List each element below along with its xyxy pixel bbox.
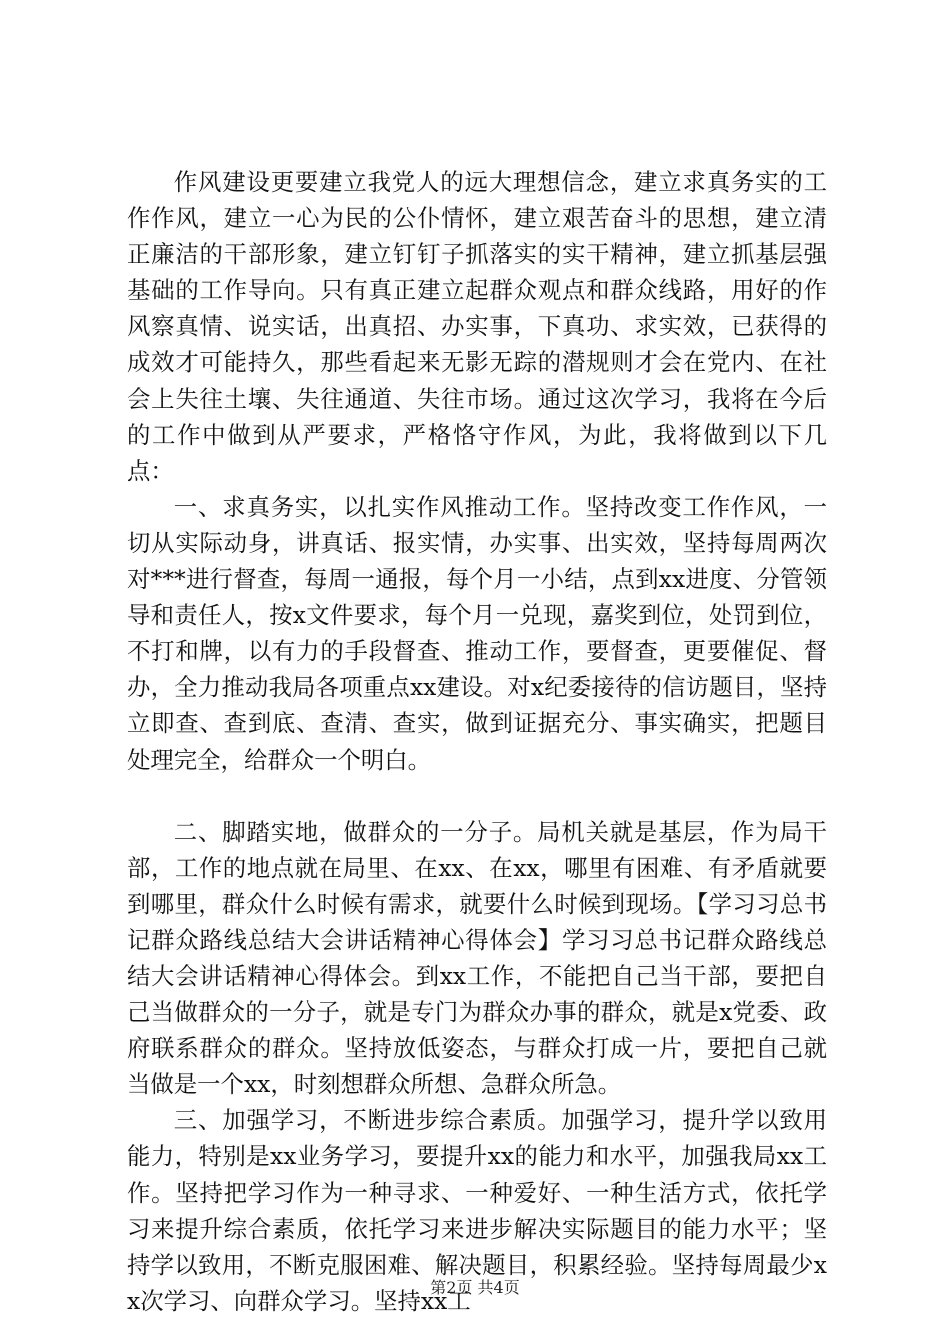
- paragraph-intro: 作风建设更要建立我党人的远大理想信念，建立求真务实的工作作风，建立一心为民的公仆情怀，建立艰苦奋斗的思想，建立清正廉洁的干部形象，建立钉钉子抓落实的实干精神，建立抓基层强基础的工作导向。只有真正建立起群众观点和群众线路，用好的作风察真情、说实话，出真招、办实事，下真功、求实效，已获得的成效才可能持久，那些看起来无影无踪的潜规则才会在党内、在社会上失往土壤、失往通道、失往市场。通过这次学习，我将在今后的工作中做到从严要求，严格恪守作风，为此，我将做到以下几点：: [127, 168, 827, 485]
- paragraph-point-one: 一、求真务实，以扎实作风推动工作。坚持改变工作作风，一切从实际动身，讲真话、报实情，办实事、出实效，坚持每周两次对***进行督查，每周一通报，每个月一小结，点到xx进度、分管领导和责任人，按x文件要求，每个月一兑现，嘉奖到位，处罚到位，不打和牌，以有力的手段督查、推动工作，要督查，更要催促、督办，全力推动我局各项重点xx建设。对x纪委接待的信访题目，坚持立即查、查到底、查清、查实，做到证据充分、事实确实，把题目处理完全，给群众一个明白。: [127, 492, 827, 774]
- document-body: [127, 164, 827, 1319]
- paragraph-point-three: 三、加强学习，不断进步综合素质。加强学习，提升学以致用能力，特别是xx业务学习，要提升xx的能力和水平，加强我局xx工作。坚持把学习作为一种寻求、一种爱好、一种生活方式，依托学习来提升综合素质，依托学习来进步解决实际题目的能力水平；坚持学以致用，不断克服困难、解决题目，积累经验。坚持每周最少xx次学习、向群众学习。坚持xx工: [127, 1106, 827, 1315]
- page-number-footer: 第2页 共4页: [430, 1278, 520, 1297]
- paragraph-point-two: 二、脚踏实地，做群众的一分子。局机关就是基层，作为局干部，工作的地点就在局里、在xx、在xx，哪里有困难、有矛盾就要到哪里，群众什么时候有需求，就要什么时候到现场。【学习习总书记群众路线总结大会讲话精神心得体会】学习习总书记群众路线总结大会讲话精神心得体会。到xx工作，不能把自己当干部，要把自己当做群众的一分子，就是专门为群众办事的群众，就是x党委、政府联系群众的群众。坚持放低姿态，与群众打成一片，要把自己就当做是一个xx，时刻想群众所想、急群众所急。: [127, 817, 827, 1099]
